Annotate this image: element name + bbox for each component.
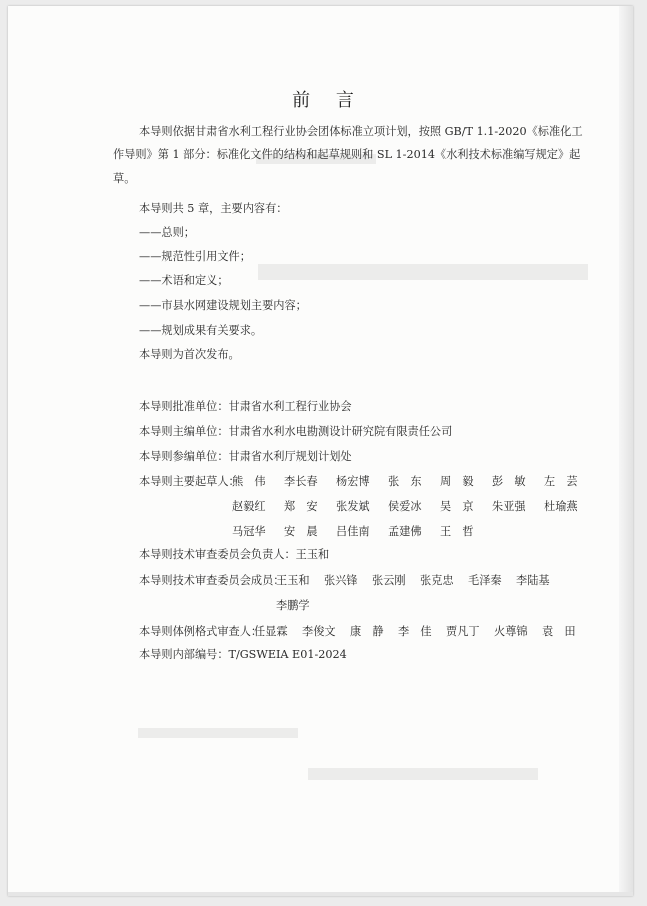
first-release-note: 本导则为首次发布。 (139, 348, 240, 361)
review-member-name: 毛泽秦 (468, 574, 502, 587)
show-through-mark (258, 264, 588, 280)
drafter-name: 王 哲 (440, 525, 474, 538)
drafters-label: 本导则主要起草人： (139, 475, 240, 488)
review-member-name: 李鹏学 (276, 599, 310, 612)
format-reviewers-label: 本导则体例格式审查人： (139, 625, 263, 638)
internal-code: 本导则内部编号：T/GSWEIA E01-2024 (139, 648, 347, 661)
drafter-name: 孟建佛 (388, 525, 422, 538)
intro-line: 草。 (113, 172, 136, 185)
drafter-name: 杨宏博 (336, 475, 370, 488)
show-through-mark (138, 728, 298, 738)
drafter-name: 安 晨 (284, 525, 318, 538)
drafter-name: 马冠华 (232, 525, 266, 538)
review-member-name: 张兴锋 (324, 574, 358, 587)
review-member-name: 张克忠 (420, 574, 454, 587)
format-reviewer-name: 火尊锦 (494, 625, 528, 638)
intro-line: 作导则》第 1 部分：标准化文件的结构和起草规则和 SL 1-2014《水利技术标准编写规定》起 (113, 148, 581, 161)
document-page (8, 6, 633, 896)
approval-unit: 本导则批准单位：甘肃省水利工程行业协会 (139, 400, 352, 413)
drafter-name: 杜瑜燕 (544, 500, 578, 513)
editor-unit: 本导则主编单位：甘肃省水利水电勘测设计研究院有限责任公司 (139, 425, 453, 438)
drafter-name: 朱亚强 (492, 500, 526, 513)
participant-unit: 本导则参编单位：甘肃省水利厅规划计划处 (139, 450, 352, 463)
review-member-name: 王玉和 (276, 574, 310, 587)
chapters-intro: 本导则共 5 章，主要内容有： (139, 202, 288, 215)
intro-line: 本导则依据甘肃省水利工程行业协会团体标准立项计划，按照 GB/T 1.1-2020《标准化工 (139, 125, 583, 138)
page-title: 前 言 (292, 90, 364, 111)
drafter-name: 郑 安 (284, 500, 318, 513)
chapter-item: ——规范性引用文件； (139, 250, 251, 263)
review-members-label: 本导则技术审查委员会成员： (139, 574, 285, 587)
review-member-name: 李陆基 (516, 574, 550, 587)
drafter-name: 吴 京 (440, 500, 474, 513)
chapter-item: ——市县水网建设规划主要内容； (139, 299, 307, 312)
format-reviewer-name: 康 静 (350, 625, 384, 638)
drafter-name: 张发斌 (336, 500, 370, 513)
page-edge-shadow (619, 6, 633, 896)
page-bottom-edge (8, 892, 633, 896)
format-reviewer-name: 李 佳 (398, 625, 432, 638)
drafter-name: 赵毅红 (232, 500, 266, 513)
format-reviewer-name: 李俊文 (302, 625, 336, 638)
drafter-name: 侯爱冰 (388, 500, 422, 513)
drafter-name: 熊 伟 (232, 475, 266, 488)
chapter-item: ——规划成果有关要求。 (139, 324, 263, 337)
chapter-item: ——术语和定义； (139, 274, 229, 287)
chapter-item: ——总则； (139, 226, 195, 239)
drafter-name: 彭 敏 (492, 475, 526, 488)
drafter-name: 吕佳南 (336, 525, 370, 538)
drafter-name: 周 毅 (440, 475, 474, 488)
review-member-name: 张云刚 (372, 574, 406, 587)
format-reviewer-name: 任显霖 (254, 625, 288, 638)
format-reviewer-name: 贾凡丁 (446, 625, 480, 638)
drafter-name: 张 东 (388, 475, 422, 488)
drafter-name: 李长春 (284, 475, 318, 488)
format-reviewer-name: 袁 田 (542, 625, 576, 638)
drafter-name: 左 芸 (544, 475, 578, 488)
review-head: 本导则技术审查委员会负责人：王玉和 (139, 548, 330, 561)
show-through-mark (308, 768, 538, 780)
